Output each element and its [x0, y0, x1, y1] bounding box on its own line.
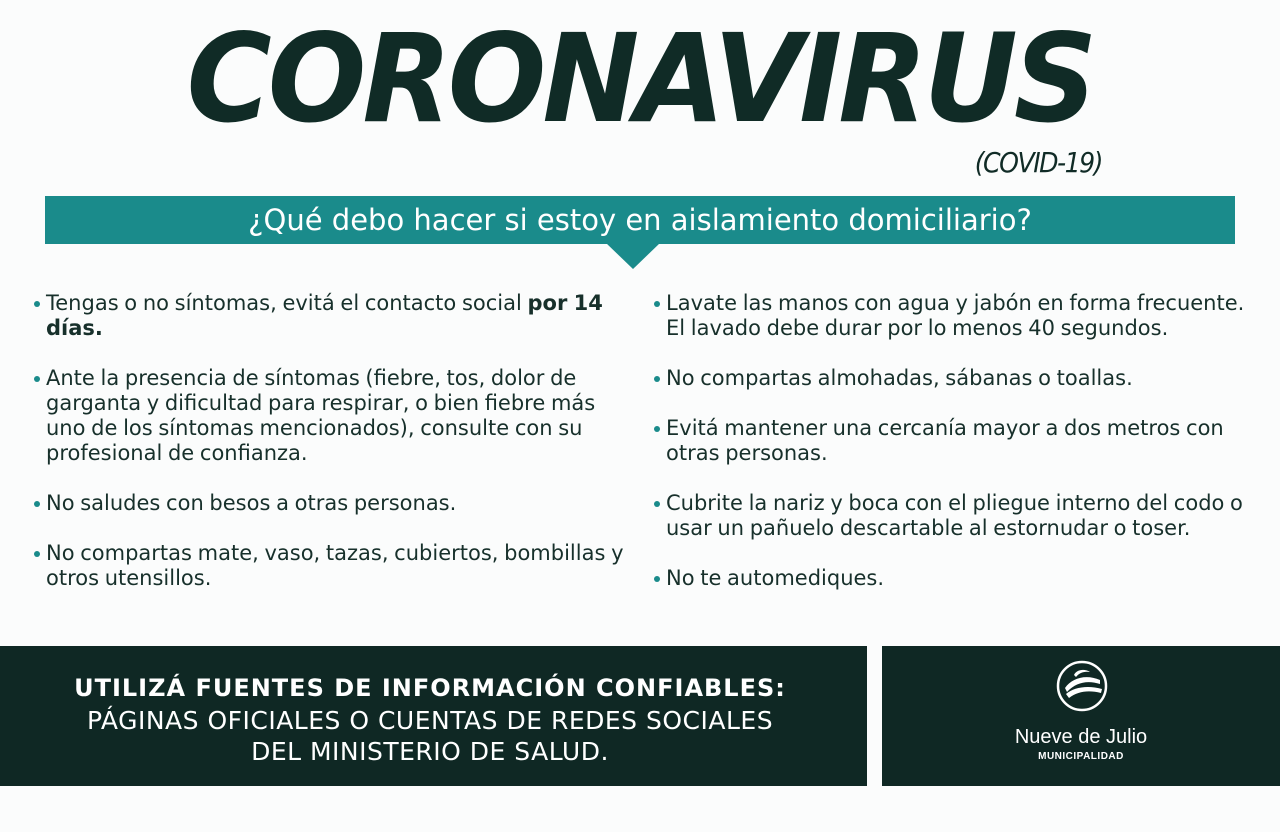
municipal-logo-icon: [1056, 660, 1108, 712]
list-item: Tengas o no síntomas, evitá el contacto social por 14 días.: [32, 291, 632, 341]
page-subtitle: (COVID-19): [974, 146, 1102, 179]
right-column: [652, 291, 1252, 616]
page-title: CORONAVIRUS: [186, 8, 1094, 151]
list-item: No saludes con besos a otras personas.: [32, 491, 632, 516]
left-column: [32, 291, 632, 616]
footer-heading: UTILIZÁ FUENTES DE INFORMACIÓN CONFIABLES:: [74, 674, 786, 702]
list-item: No compartas almohadas, sábanas o toallas.: [652, 366, 1252, 391]
list-item: Cubrite la nariz y boca con el pliegue interno del codo o usar un pañuelo descartable al estornudar o toser.: [652, 491, 1252, 541]
logo-panel: [882, 646, 1280, 786]
list-item: No te automediques.: [652, 566, 1252, 591]
org-name: Nueve de Julio: [1014, 726, 1148, 748]
info-footer: [0, 646, 867, 786]
footer-line: PÁGINAS OFICIALES O CUENTAS DE REDES SOCIALES: [86, 706, 774, 735]
list-item: Ante la presencia de síntomas (fiebre, tos, dolor de garganta y dificultad para respirar, o bien fiebre más uno de los síntomas mencionados), consulte con su profesional de confianza.: [32, 366, 632, 466]
footer-line: DEL MINISTERIO DE SALUD.: [251, 737, 609, 766]
list-item: Evitá mantener una cercanía mayor a dos metros con otras personas.: [652, 416, 1252, 466]
banner-arrow: [606, 243, 660, 269]
question-banner: [45, 196, 1235, 244]
org-subtitle: MUNICIPALIDAD: [1038, 751, 1124, 762]
list-item: No compartas mate, vaso, tazas, cubiertos, bombillas y otros utensillos.: [32, 541, 632, 591]
list-item: Lavate las manos con agua y jabón en forma frecuente. El lavado debe durar por lo menos 40 segundos.: [652, 291, 1252, 341]
banner-question: ¿Qué debo hacer si estoy en aislamiento domiciliario?: [248, 203, 1032, 237]
